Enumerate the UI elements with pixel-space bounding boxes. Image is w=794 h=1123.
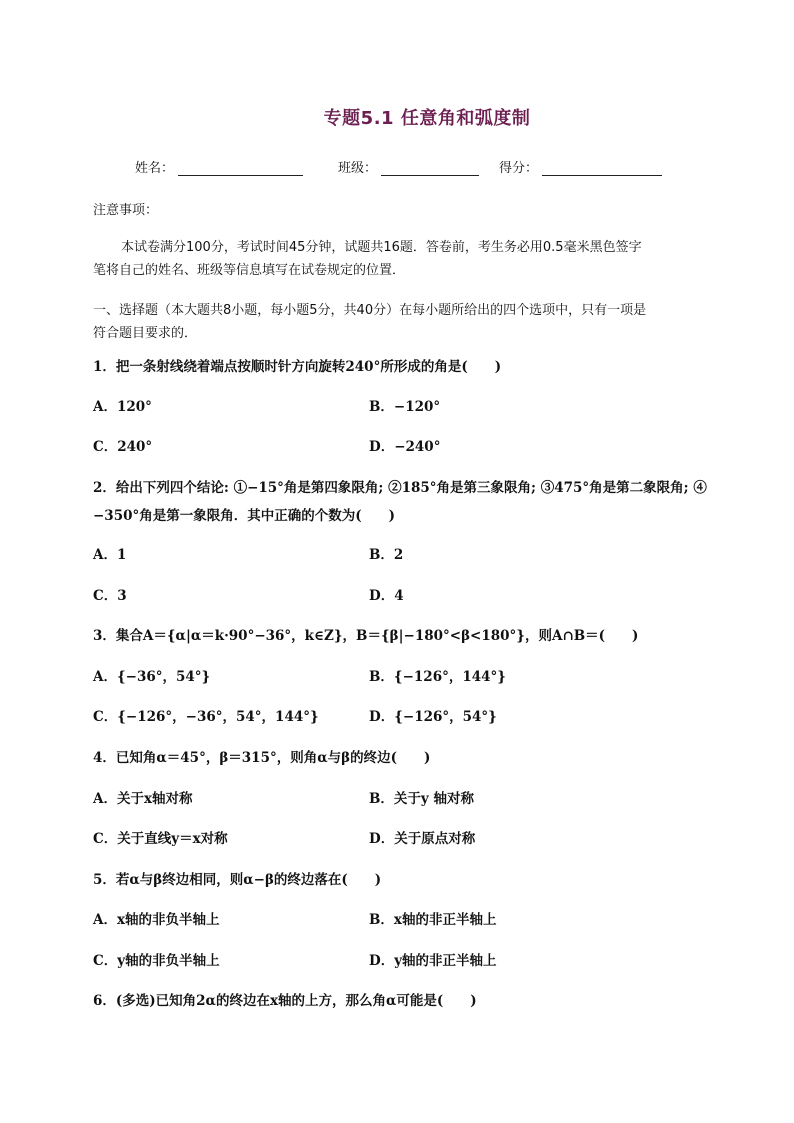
q1-option-c: C．240° [93, 439, 153, 455]
section-instructions-line-2: 符合题目要求的． [93, 326, 198, 341]
q3-option-d: D．{−126°，54°} [369, 709, 497, 725]
name-field [135, 157, 303, 176]
class-blank [381, 161, 479, 176]
q2-option-b: B．2 [369, 547, 404, 563]
notice-line-1: 本试卷满分100分，考试时间45分钟，试题共16题．答卷前，考生务必用0.5毫米黑色签字 [121, 240, 642, 255]
q5-option-d: D．y轴的非正半轴上 [369, 953, 497, 969]
question-2-stem-line-1: 2．给出下列四个结论: ①−15°角是第四象限角; ②185°角是第三象限角; ③475°角是第二象限角; ④ [93, 480, 707, 496]
question-5-stem: 5．若α与β终边相同，则α−β的终边落在( ) [93, 872, 382, 888]
question-2-stem-line-2: −350°角是第一象限角．其中正确的个数为( ) [93, 508, 396, 524]
score-blank [542, 161, 662, 176]
q4-option-b: B．关于y 轴对称 [369, 791, 474, 807]
q1-option-b: B．−120° [369, 399, 441, 415]
question-6-stem: 6．(多选)已知角2α的终边在x轴的上方，那么角α可能是( ) [93, 993, 477, 1009]
class-field [338, 157, 479, 176]
q5-option-c: C．y轴的非负半轴上 [93, 953, 220, 969]
q1-option-d: D．−240° [369, 439, 441, 455]
score-label: 得分： [499, 161, 539, 176]
q2-option-c: C．3 [93, 588, 127, 604]
class-label: 班级： [338, 161, 378, 176]
notice-line-2: 笔将自己的姓名、班级等信息填写在试卷规定的位置． [93, 263, 406, 278]
q5-option-b: B．x轴的非正半轴上 [369, 912, 497, 928]
score-field [499, 157, 662, 176]
q4-option-a: A．关于x轴对称 [93, 791, 193, 807]
q4-option-c: C．关于直线y＝x对称 [93, 831, 228, 847]
name-blank [178, 161, 303, 176]
question-4-stem: 4．已知角α＝45°，β＝315°，则角α与β的终边( ) [93, 750, 431, 766]
page-title: 专题5.1 任意角和弧度制 [323, 108, 531, 129]
q1-option-a: A．120° [93, 399, 152, 415]
name-label: 姓名： [135, 161, 175, 176]
question-1-stem: 1．把一条射线绕着端点按顺时针方向旋转240°所形成的角是( ) [93, 359, 502, 375]
q3-option-b: B．{−126°，144°} [369, 669, 506, 685]
q2-option-d: D．4 [369, 588, 404, 604]
question-3-stem: 3．集合A＝{α|α＝k·90°−36°，k∈Z}，B＝{β|−180°<β<180°}，则A∩B＝( ) [93, 628, 639, 644]
q5-option-a: A．x轴的非负半轴上 [93, 912, 220, 928]
q3-option-a: A．{−36°，54°} [93, 669, 211, 685]
q4-option-d: D．关于原点对称 [369, 831, 476, 847]
notice-heading: 注意事项： [93, 203, 159, 218]
q3-option-c: C．{−126°，−36°，54°，144°} [93, 709, 319, 725]
q2-option-a: A．1 [93, 547, 127, 563]
section-instructions-line-1: 一、选择题（本大题共8小题，每小题5分，共40分）在每小题所给出的四个选项中，只有一项是 [93, 303, 647, 318]
